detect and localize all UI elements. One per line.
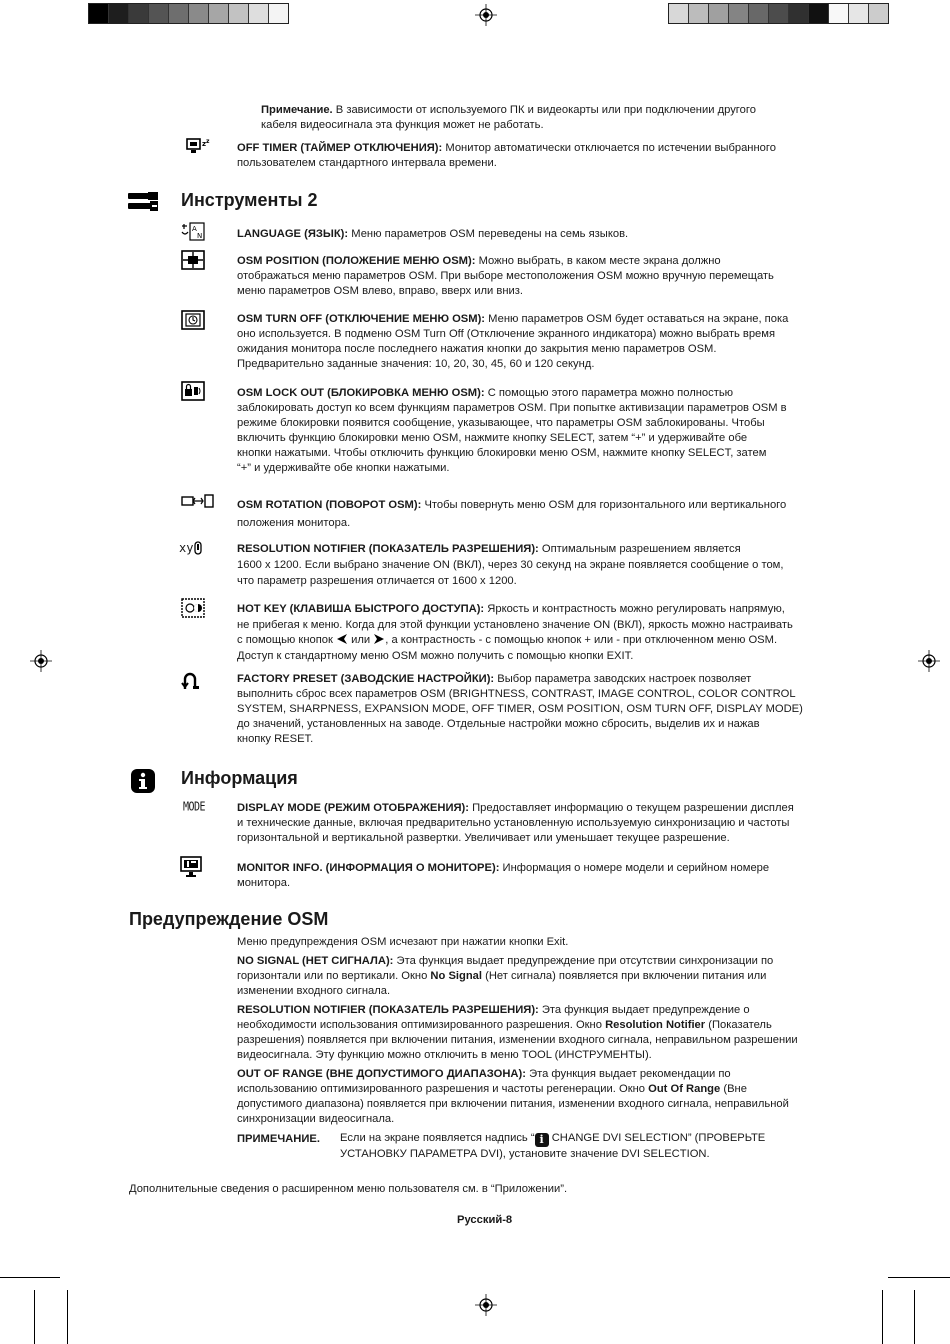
color-calibration-bar-right [668, 3, 889, 24]
color-swatch [829, 4, 849, 23]
item-label: OSM POSITION (ПОЛОЖЕНИЕ МЕНЮ OSM): [237, 255, 476, 267]
item-text: включить функцию блокировки меню OSM, нажмите кнопку SELECT, затем “+” и удерживайте обе [237, 432, 748, 444]
factory-preset-item [237, 672, 803, 747]
color-swatch [749, 4, 769, 23]
item-text: ожидания монитора после последнего нажатия кнопки до закрытия меню параметров OSM. [237, 343, 717, 355]
item-text: Информация о номере модели и серийном номере [502, 862, 770, 874]
item-text: разрешения) появляется при включении питания, изменении входного сигнала, неправильном разрешении [237, 1034, 798, 1046]
item-label: DISPLAY MODE (РЕЖИМ ОТОБРАЖЕНИЯ): [237, 802, 470, 814]
note-label: ПРИМЕЧАНИЕ. [237, 1133, 320, 1145]
item-text: Если на экране появляется надпись “ [340, 1132, 535, 1144]
item-text: Выбор параметра заводских настроек позволяет [497, 673, 752, 685]
item-text: Можно выбрать, в каком месте экрана должно [478, 255, 721, 267]
section-title-information: Информация [181, 768, 298, 788]
icon-text: xy [179, 541, 194, 555]
left-arrow-icon [336, 634, 348, 644]
note-text: кабеля видеосигнала эта функция может не работать. [261, 119, 544, 131]
language-item [237, 227, 628, 242]
svg-text:z: z [202, 140, 207, 148]
item-label: OSM ROTATION (ПОВОРОТ OSM): [237, 499, 422, 511]
crop-mark [882, 1290, 883, 1344]
item-text: кнопку RESET. [237, 733, 314, 745]
item-text: необходимости использования оптимизированного разрешения. Окно [237, 1019, 602, 1031]
item-text: “+” и удерживайте обе кнопки нажатыми. [237, 462, 450, 474]
item-text: выполнить сброс всех параметров OSM (BRIGHTNESS, CONTRAST, IMAGE CONTROL, COLOR CONTROL [237, 688, 796, 700]
item-text: Предварительно заданные значения: 10, 20, 30, 45, 60 и 120 секунд. [237, 358, 595, 370]
item-label: OSM TURN OFF (ОТКЛЮЧЕНИЕ МЕНЮ OSM): [237, 313, 486, 325]
item-label: HOT KEY (КЛАВИША БЫСТРОГО ДОСТУПА): [237, 603, 485, 615]
item-text-bold: No Signal [430, 970, 483, 982]
item-text: отображаться меню параметров OSM. При выборе местоположения OSM можно вручную перемещать [237, 270, 774, 282]
item-text: что параметр разрешения отличается от 1600 x 1200. [237, 575, 517, 587]
color-swatch [869, 4, 888, 23]
dvi-note [340, 1131, 765, 1163]
hot-key-item [237, 602, 793, 664]
display-mode-icon [181, 800, 207, 814]
color-swatch [109, 4, 129, 23]
color-swatch [769, 4, 789, 23]
item-text: Эта функция выдает рекомендации по [529, 1068, 731, 1080]
color-swatch [149, 4, 169, 23]
item-text: заблокировать доступ ко всем функциям параметров OSM. При попытке активизации параметров OSM в [237, 402, 787, 414]
item-text: Предоставляет информацию о текущем разрешении дисплея [472, 802, 794, 814]
out-of-range-item [237, 1067, 789, 1127]
item-label: MONITOR INFO. (ИНФОРМАЦИЯ О МОНИТОРЕ): [237, 862, 500, 874]
item-text: SYSTEM, SHARPNESS, EXPANSION MODE, OFF TIMER, OSM POSITION, OSM TURN OFF, DISPLAY MODE) [237, 703, 803, 715]
item-text: изменении входного сигнала. [237, 985, 391, 997]
item-text: оно используется. В подменю OSM Turn Off (Отключение экранного индикатора) можно выбрать время [237, 328, 776, 340]
section-title-tools2: Инструменты 2 [181, 190, 318, 210]
item-text: Меню параметров OSM переведены на семь языков. [351, 228, 629, 240]
item-text: Чтобы повернуть меню OSM для горизонтального или вертикального [424, 499, 787, 511]
section-title-osm-warning: Предупреждение OSM [129, 909, 329, 929]
item-text: (Нет сигнала) появляется при включении питания или [485, 970, 767, 982]
item-text: и технические данные, включая предварительно установленную используемую синхронизацию и частоты [237, 817, 790, 829]
item-text: положения монитора. [237, 517, 351, 529]
crop-mark [914, 1290, 915, 1344]
item-text: (Показатель [708, 1019, 772, 1031]
item-text: Меню параметров OSM будет оставаться на экране, пока [488, 313, 789, 325]
item-text: Доступ к стандартному меню OSM можно получить с помощью кнопки EXIT. [237, 649, 634, 662]
color-swatch [269, 4, 288, 23]
item-text: горизонтальной и вертикальной развертки. Увеличивает или уменьшает текущее разрешение. [237, 832, 730, 844]
item-text: 1600 x 1200. Если выбрано значение ON (ВКЛ), через 30 секунд на экране появляется сообщение о том, [237, 559, 784, 571]
item-text: кнопки нажатыми. Чтобы отключить функцию блокировки меню OSM, нажмите кнопку SELECT, затем [237, 447, 767, 459]
color-swatch [729, 4, 749, 23]
note-text: В зависимости от используемого ПК и видеокарты или при подключении другого [335, 104, 756, 116]
item-label: OSM LOCK OUT (БЛОКИРОВКА МЕНЮ OSM): [237, 387, 485, 399]
osm-rotation-icon [181, 494, 215, 508]
item-label: LANGUAGE (ЯЗЫК): [237, 228, 349, 240]
item-text: CHANGE DVI SELECTION” (ПРОВЕРЬТЕ [551, 1132, 766, 1144]
language-icon [180, 222, 206, 242]
item-text: С помощью этого параметра можно полностью [487, 387, 734, 399]
color-swatch [89, 4, 109, 23]
osm-rotation-item [237, 496, 786, 532]
osm-lock-icon [181, 381, 205, 401]
svg-text:N: N [197, 232, 203, 240]
page-number: Русский-8 [457, 1214, 513, 1226]
osm-lock-out-item [237, 386, 787, 476]
color-swatch [669, 4, 689, 23]
item-text: УСТАНОВКУ ПАРАМЕТРА DVI), установите значение DVI SELECTION. [340, 1148, 710, 1160]
item-text: синхронизации видеосигнала. [237, 1113, 395, 1125]
monitor-info-icon [180, 856, 204, 878]
item-text: (Вне [723, 1083, 747, 1095]
color-swatch [709, 4, 729, 23]
display-mode-item [237, 801, 794, 846]
item-text: или [351, 634, 371, 646]
color-swatch [809, 4, 829, 23]
color-swatch [689, 4, 709, 23]
right-arrow-icon [373, 634, 385, 644]
item-text: меню параметров OSM влево, вправо, вверх или вниз. [237, 285, 523, 297]
color-calibration-bar-left [88, 3, 289, 24]
crop-mark [888, 1277, 950, 1278]
item-text: Эта функция выдает предупреждение при отсутствии синхронизации по [396, 955, 774, 967]
top-note [261, 103, 756, 133]
item-text: Оптимальным разрешением является [541, 543, 741, 555]
item-text: горизонтали или по вертикали. Окно [237, 970, 428, 982]
item-text: Яркость и контрастность можно регулировать напрямую, [487, 603, 785, 615]
color-swatch [169, 4, 189, 23]
osm-position-icon [181, 250, 205, 270]
monitor-info-item [237, 861, 769, 891]
osm-timer-icon [181, 310, 205, 330]
registration-mark-icon [475, 1294, 497, 1316]
color-swatch [129, 4, 149, 23]
item-text: пользователем стандартного интервала времени. [237, 157, 497, 169]
item-label: OUT OF RANGE (ВНЕ ДОПУСТИМОГО ДИАПАЗОНА): [237, 1068, 526, 1080]
item-text: монитора. [237, 877, 291, 889]
registration-mark-icon [475, 4, 497, 26]
color-swatch [189, 4, 209, 23]
item-text: не прибегая к меню. Когда для этой функции установлено значение ON (ВКЛ), яркость можно настраивать [237, 618, 793, 631]
registration-mark-icon [30, 650, 52, 672]
info-icon [130, 768, 156, 794]
item-text: Монитор автоматически отключается по истечении выбранного [445, 142, 776, 154]
registration-mark-icon [918, 650, 940, 672]
item-text: Эта функция выдает предупреждение о [541, 1004, 750, 1016]
item-text: с помощью кнопок [237, 634, 333, 646]
osm-turn-off-item [237, 312, 788, 372]
osm-warning-intro: Меню предупреждения OSM исчезают при нажатии кнопки Exit. [237, 936, 569, 948]
icon-text: MODE [182, 800, 206, 814]
color-swatch [229, 4, 249, 23]
osm-position-item [237, 254, 774, 299]
item-text: до значений, установленных на заводе. Отдельные настройки можно сбросить, выделив их и нажав [237, 718, 760, 730]
item-label: FACTORY PRESET (ЗАВОДСКИЕ НАСТРОЙКИ): [237, 673, 495, 685]
item-text: допустимого диапазона) появляется при включении питания, изменении входного сигнала, неправильной [237, 1098, 789, 1110]
resolution-warning-item [237, 1003, 798, 1063]
color-swatch [849, 4, 869, 23]
color-swatch [789, 4, 809, 23]
item-text-bold: Out Of Range [648, 1083, 721, 1095]
color-swatch [209, 4, 229, 23]
tools-icon [128, 190, 160, 212]
svg-text:z: z [206, 138, 210, 145]
hot-key-icon [181, 598, 207, 618]
no-signal-item [237, 954, 773, 999]
item-label: OFF TIMER (ТАЙМЕР ОТКЛЮЧЕНИЯ): [237, 142, 443, 154]
item-label: RESOLUTION NOTIFIER (ПОКАЗАТЕЛЬ РАЗРЕШЕНИЯ): [237, 543, 539, 555]
item-text: видеосигнала. Эту функцию можно отключить в меню TOOL (ИНСТРУМЕНТЫ). [237, 1049, 652, 1061]
off-timer-item [237, 141, 776, 171]
item-text: , а контрастность - с помощью кнопок + или - при отключенном меню OSM. [385, 634, 778, 646]
item-label: RESOLUTION NOTIFIER (ПОКАЗАТЕЛЬ РАЗРЕШЕНИЯ): [237, 1004, 539, 1016]
item-label: NO SIGNAL (НЕТ СИГНАЛА): [237, 955, 394, 967]
crop-mark [67, 1290, 68, 1344]
item-text: использованию оптимизированного разрешения и частоты регенерации. Окно [237, 1083, 646, 1095]
resolution-notifier-icon [179, 540, 209, 556]
factory-preset-icon [181, 671, 201, 691]
svg-text:A: A [192, 225, 197, 233]
resolution-notifier-item [237, 541, 783, 589]
crop-mark [34, 1290, 35, 1344]
crop-mark [0, 1277, 60, 1278]
item-text-bold: Resolution Notifier [605, 1019, 706, 1031]
info-icon: i [535, 1133, 549, 1147]
monitor-sleep-icon [186, 137, 212, 155]
color-swatch [249, 4, 269, 23]
note-label: Примечание. [261, 104, 333, 116]
item-text: режиме блокировки появится сообщение, указывающее, что параметры OSM заблокированы. Чтобы [237, 417, 765, 429]
appendix-note: Дополнительные сведения о расширенном меню пользователя см. в “Приложении”. [129, 1183, 568, 1195]
